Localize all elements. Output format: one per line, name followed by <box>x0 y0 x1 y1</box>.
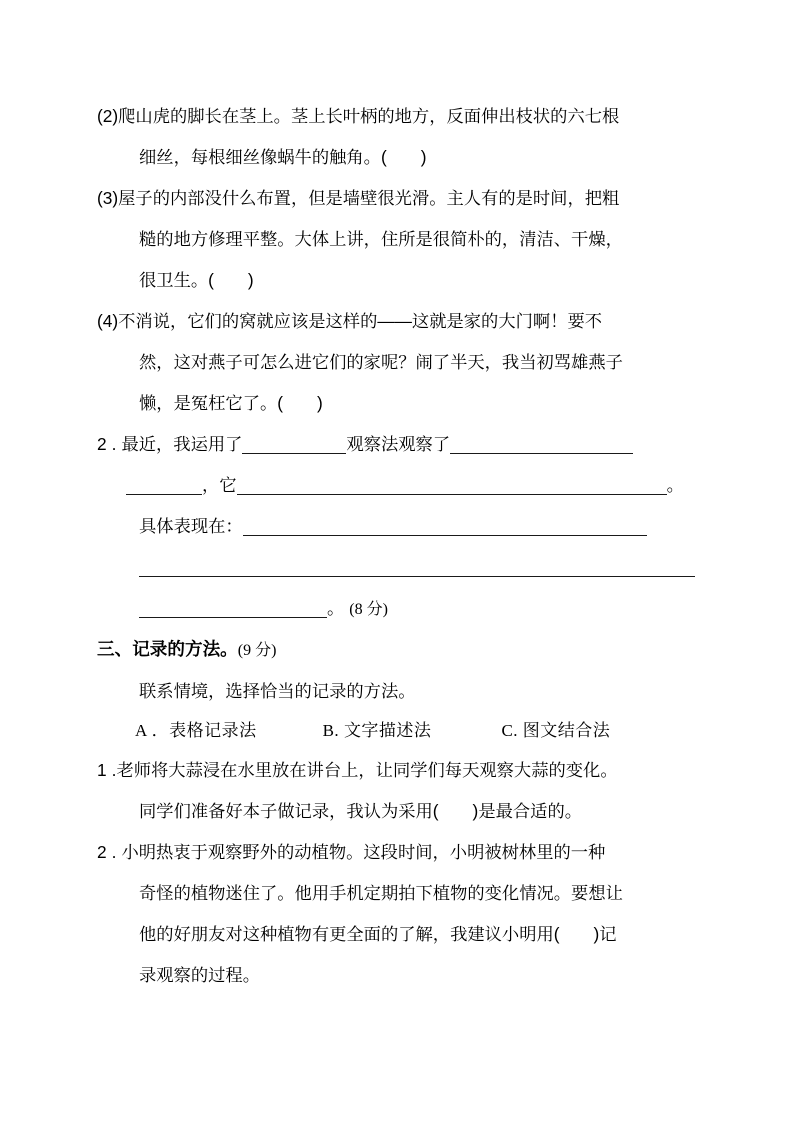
blank-field-detail-1[interactable] <box>243 515 647 536</box>
paren-close: ) <box>317 393 323 413</box>
judgement-item-2-text-2: 细丝，每根细丝像蜗牛的触角。 <box>139 147 381 167</box>
judgement-item-4 <box>97 301 710 424</box>
fill-in-question-line-3 <box>97 506 710 547</box>
worksheet-content <box>97 96 710 996</box>
fill-in-question-line-5 <box>97 588 710 629</box>
blank-field-method[interactable] <box>242 433 346 454</box>
option-c-label: C. <box>501 721 519 740</box>
fill-in-question-line-1 <box>97 424 710 465</box>
paren-close: ) <box>472 801 479 821</box>
option-b-text: 文字描述法 <box>343 721 432 740</box>
scenario-question-1-text-1: 老师将大蒜浸在水里放在讲台上，让同学们每天观察大蒜的变化。 <box>116 760 618 780</box>
judgement-item-2-answer-box[interactable] <box>381 137 427 178</box>
judgement-item-2-text-1: 爬山虎的脚长在茎上。茎上长叶柄的地方，反面伸出枝状的六七根 <box>118 106 620 126</box>
fill-in-question-line-4 <box>97 547 710 588</box>
fill-in-question-label: 具体表现在： <box>139 516 243 536</box>
fill-in-question-text-1: 最近，我运用了 <box>121 434 243 454</box>
scenario-question-2-tail: 记 <box>599 924 617 944</box>
section-options <box>97 712 710 750</box>
judgement-item-4-line-2 <box>97 342 710 383</box>
fill-in-question-text-3: ，它 <box>202 475 237 495</box>
option-a-text: 表格记录法 <box>169 721 257 740</box>
judgement-item-4-text-2: 然，这对燕子可怎么进它们的家呢？闹了半天，我当初骂雄燕子 <box>139 352 623 372</box>
judgement-item-3-text-3: 很卫生。 <box>139 270 209 290</box>
scenario-question-1-line-2 <box>97 791 710 832</box>
option-c-text: 图文结合法 <box>522 721 611 740</box>
blank-field-object-cont[interactable] <box>126 474 202 495</box>
paren-open: ( <box>208 270 214 290</box>
scenario-question-2-line-2 <box>97 873 710 914</box>
scenario-question-2-answer-box[interactable] <box>560 914 600 955</box>
section-heading <box>97 629 710 671</box>
judgement-item-4-answer-box[interactable] <box>277 383 323 424</box>
blank-field-object[interactable] <box>450 433 633 454</box>
fill-in-question-period-2: 。 <box>327 598 345 618</box>
scenario-question-2-text-3: 他的好朋友对这种植物有更全面的了解，我建议小明用( <box>139 924 560 944</box>
judgement-item-2-line-1 <box>97 96 710 137</box>
option-b-label: B. <box>322 721 340 740</box>
fill-in-question-line-2 <box>97 465 710 506</box>
scenario-question-1-answer-box[interactable] <box>439 791 479 832</box>
judgement-item-2-marker: (2) <box>97 106 119 126</box>
judgement-item-3-text-1: 屋子的内部没什么布置，但是墙壁很光滑。主人有的是时间，把粗 <box>118 188 620 208</box>
scenario-question-2-dot: . <box>111 842 117 862</box>
scenario-question-1-text-2: 同学们准备好本子做记录，我认为采用( <box>139 801 439 821</box>
paren-open: ( <box>277 393 284 413</box>
fill-in-question-text-2: 观察法观察了 <box>346 434 451 454</box>
scenario-question-2-line-3 <box>97 914 710 955</box>
scenario-question-2-line-4 <box>97 955 710 996</box>
judgement-item-2 <box>97 96 710 178</box>
scenario-question-1-dot: . <box>111 760 117 780</box>
fill-in-question <box>97 424 710 629</box>
paren-close: ) <box>247 270 254 290</box>
fill-in-question-number: 2 <box>97 434 107 454</box>
fill-in-question-period-1: 。 <box>666 475 684 495</box>
judgement-item-3-line-2 <box>97 219 710 260</box>
scenario-question-2-text-4: 录观察的过程。 <box>139 965 260 985</box>
judgement-item-3-line-1 <box>97 178 710 219</box>
judgement-item-4-text-1: 不消说，它们的窝就应该是这样的——这就是家的大门啊！要不 <box>118 311 603 331</box>
scenario-question-2 <box>97 832 710 996</box>
option-a[interactable] <box>135 712 257 750</box>
judgement-item-3-answer-box[interactable] <box>208 260 254 301</box>
blank-field-detail-2[interactable] <box>139 556 695 577</box>
paren-open: ( <box>380 147 387 167</box>
judgement-item-3 <box>97 178 710 301</box>
judgement-item-4-text-3: 懒，是冤枉它了。 <box>139 393 278 413</box>
scenario-question-2-line-1 <box>97 832 710 873</box>
judgement-item-4-line-1 <box>97 301 710 342</box>
section-heading-number: 三、 <box>97 639 133 659</box>
scenario-question-1-line-1 <box>97 750 710 791</box>
judgement-item-3-marker: (3) <box>97 188 119 208</box>
scenario-question-1 <box>97 750 710 832</box>
option-b[interactable] <box>323 712 432 750</box>
judgement-item-3-text-2: 糙的地方修理平整。大体上讲，住所是很简朴的，清洁、干燥， <box>139 229 623 249</box>
option-a-label: A ． <box>135 721 170 740</box>
fill-in-question-score: (8 分) <box>349 601 388 618</box>
paren-close: ) <box>593 924 600 944</box>
judgement-item-3-line-3 <box>97 260 710 301</box>
scenario-question-2-text-2: 奇怪的植物迷住了。他用手机定期拍下植物的变化情况。要想让 <box>139 883 623 903</box>
scenario-question-2-text-1: 小明热衷于观察野外的动植物。这段时间，小明被树林里的一种 <box>121 842 606 862</box>
scenario-question-1-number: 1 <box>97 760 107 780</box>
judgement-item-4-marker: (4) <box>97 311 119 331</box>
fill-in-question-dot: . <box>111 434 117 454</box>
scenario-question-2-number: 2 <box>97 842 107 862</box>
section-instruction-text: 联系情境，选择恰当的记录的方法。 <box>139 681 416 701</box>
judgement-item-2-line-2 <box>97 137 710 178</box>
blank-field-detail-3[interactable] <box>139 597 327 618</box>
blank-field-description[interactable] <box>237 474 667 495</box>
section-instruction <box>97 671 710 712</box>
paren-close: ) <box>420 147 427 167</box>
section-heading-title: 记录的方法。 <box>132 639 238 659</box>
scenario-question-1-tail: 是最合适的。 <box>478 801 583 821</box>
judgement-item-4-line-3 <box>97 383 710 424</box>
option-c[interactable] <box>501 712 610 750</box>
section-heading-score: (9 分) <box>237 642 277 659</box>
